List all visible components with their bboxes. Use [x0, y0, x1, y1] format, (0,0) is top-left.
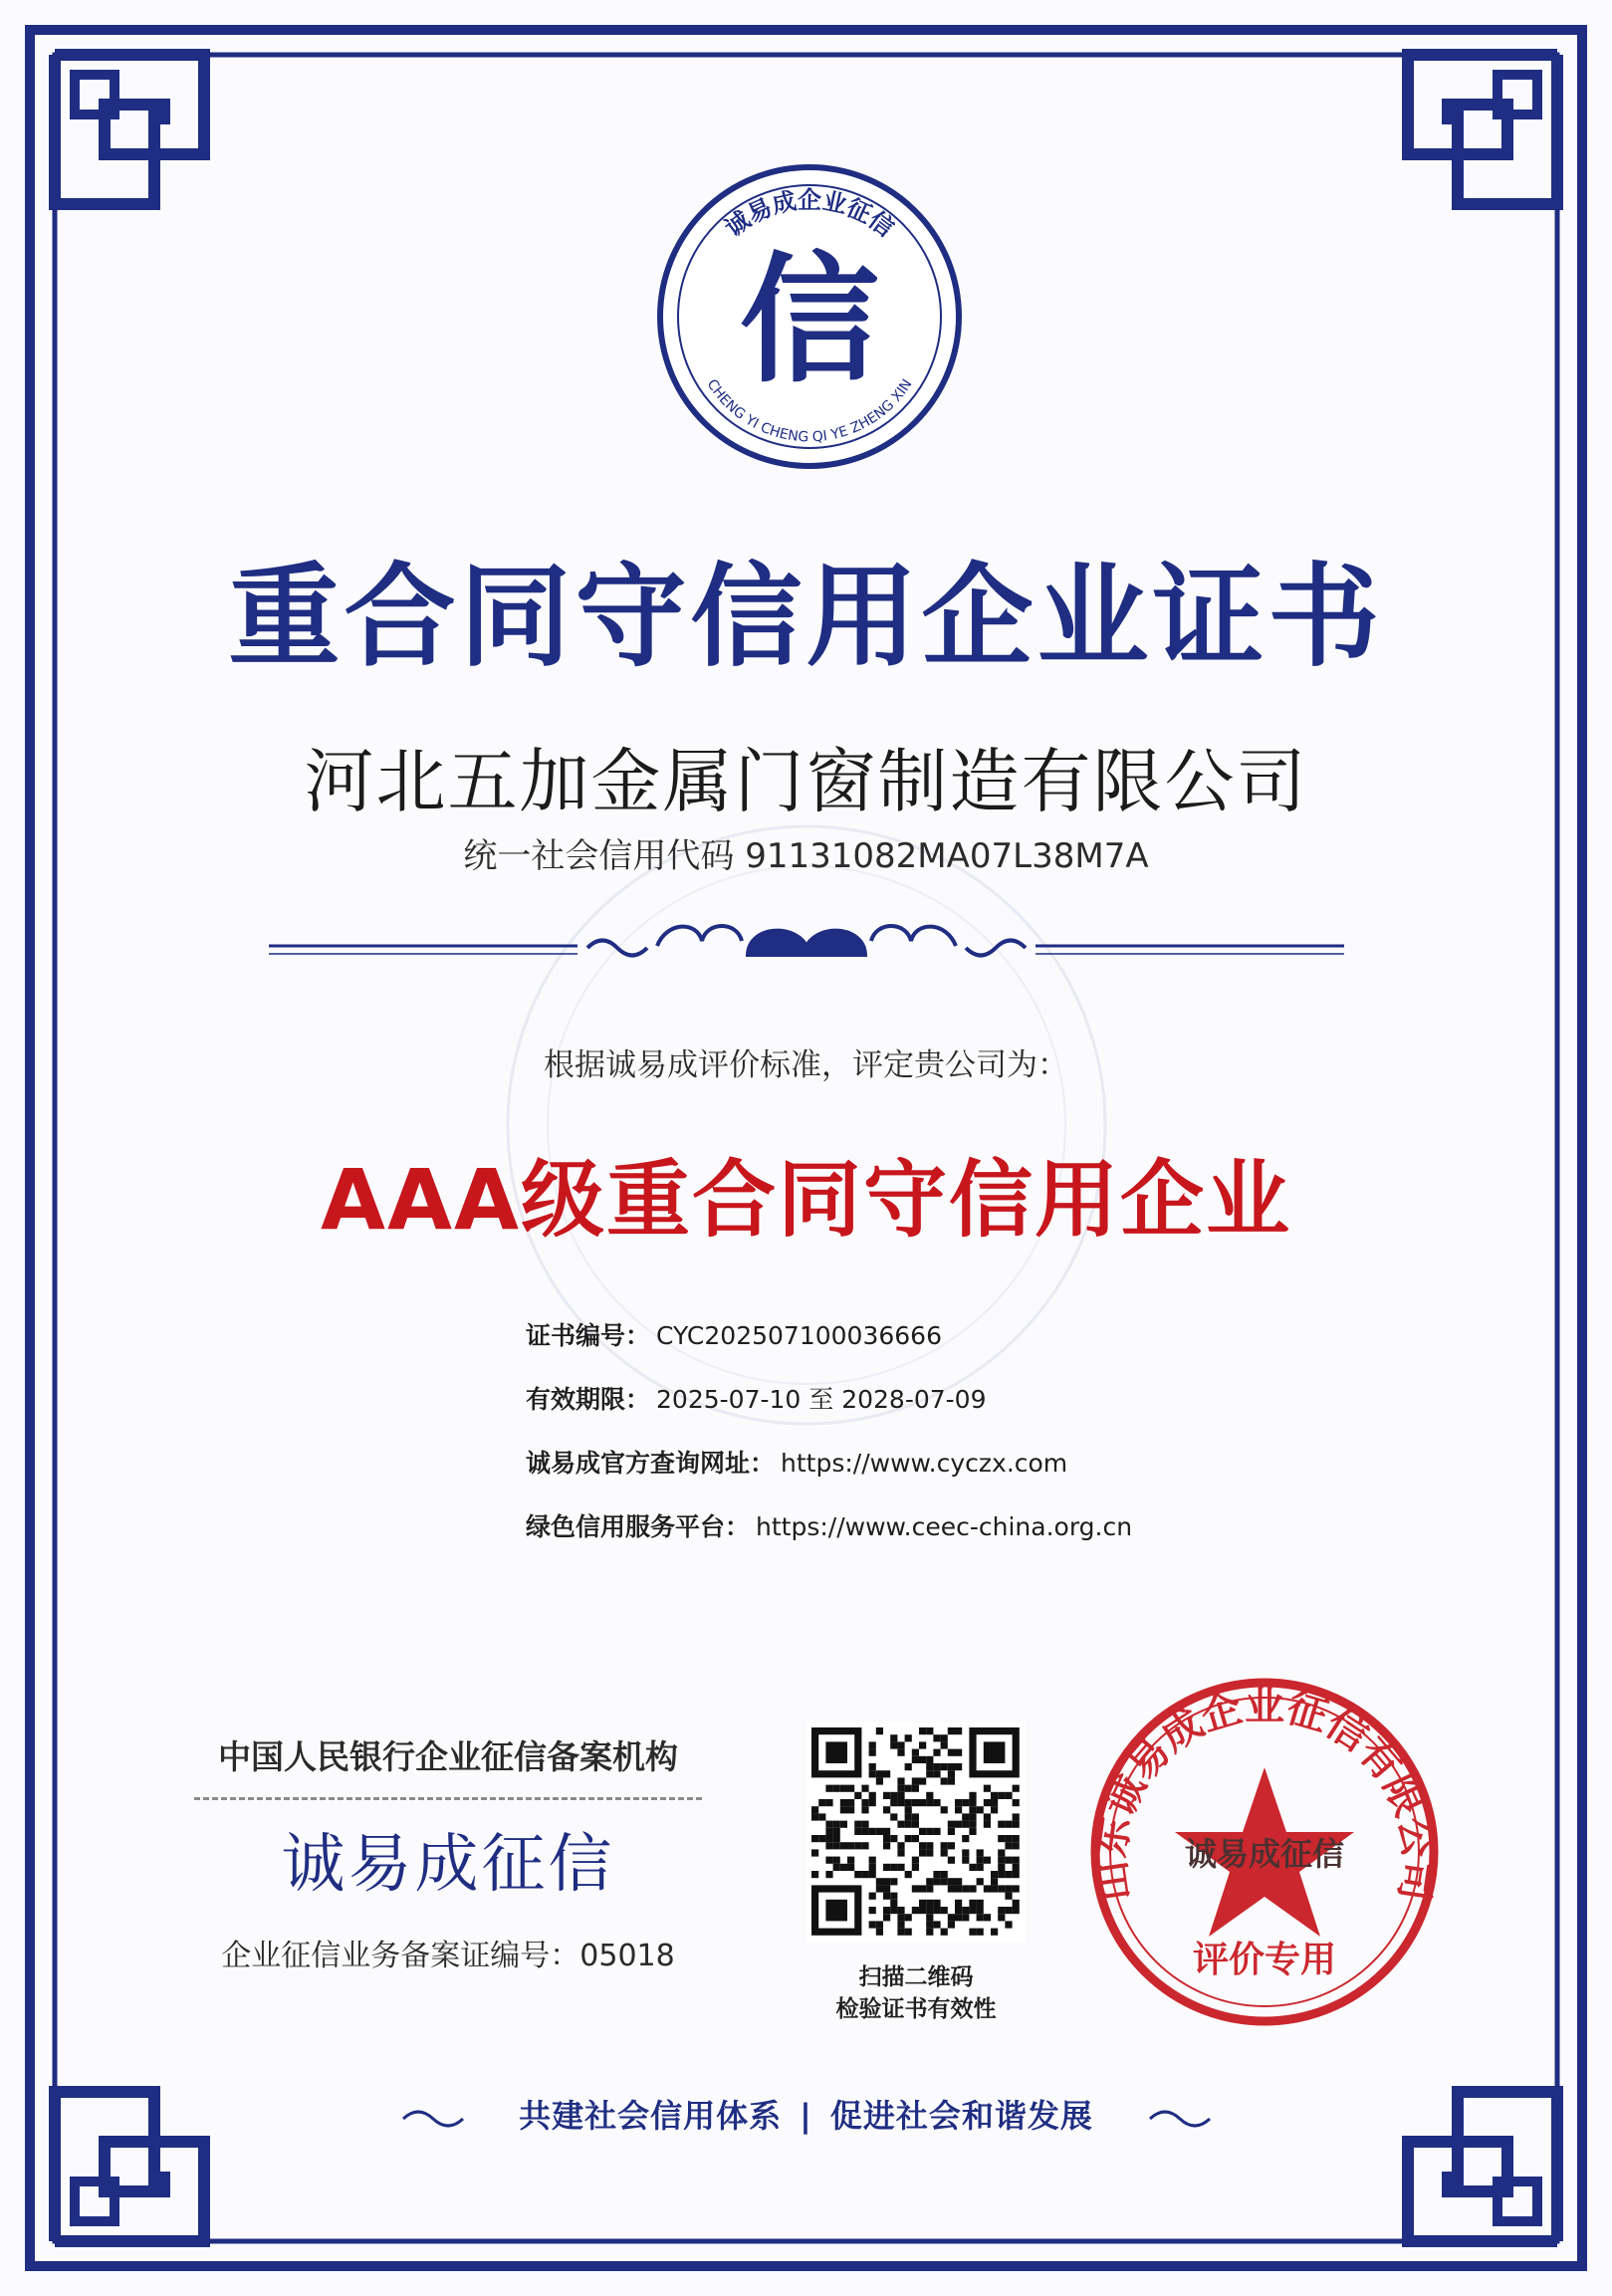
qr-caption-line2: 检验证书有效性 [835, 1996, 997, 2022]
org-name: 诚易成征信 [281, 1828, 615, 1902]
official-query-row [526, 1447, 1067, 1481]
credit-code [0, 834, 1612, 878]
corner-fret-top-left [55, 55, 204, 204]
org-record-label: 企业征信业务备案证编号： [221, 1939, 580, 1973]
certificate-title: 重合同守信用企业证书 [228, 553, 1384, 682]
official-query-link[interactable]: https://www.cyczx.com [781, 1449, 1068, 1478]
emblem-glyph: 信 [739, 240, 880, 402]
credit-emblem [660, 167, 959, 466]
emblem-arc-text: 诚易成企业征信 [719, 186, 900, 243]
org-record-number: 05018 [579, 1939, 675, 1973]
company-seal [1088, 1683, 1441, 2021]
credit-code-value: 91131082MA07L38M7A [745, 836, 1149, 876]
validity-value: 2025-07-10 至 2028-07-09 [656, 1385, 987, 1414]
validity-row [526, 1383, 987, 1417]
slogan-separator: | [800, 2097, 812, 2135]
platform-link[interactable]: https://www.ceec-china.org.cn [756, 1512, 1133, 1541]
cert-number-row [526, 1319, 942, 1353]
org-title: 中国人民银行企业征信备案机构 [218, 1737, 678, 1776]
org-divider [194, 1797, 702, 1800]
qr-caption-line1: 扫描二维码 [858, 1964, 974, 1990]
credit-code-label: 统一社会信用代码 [463, 836, 735, 876]
cert-number-label: 证书编号： [526, 1321, 651, 1350]
credit-grade: AAA级重合同守信用企业 [320, 1151, 1292, 1249]
emblem-bottom-text: CHENG YI CHENG QI YE ZHENG XIN [703, 376, 916, 446]
seal-bottom-text: 评价专用 [1192, 1940, 1337, 1980]
validity-label: 有效期限： [526, 1385, 651, 1414]
seal-center-text: 诚易成征信 [1184, 1835, 1345, 1873]
cloud-ornament-divider [269, 926, 1344, 956]
org-record [169, 1937, 727, 1976]
evaluation-basis-text: 根据诚易成评价标准，评定贵公司为： [544, 1047, 1068, 1083]
slogan-right: 促进社会和谐发展 [829, 2097, 1093, 2135]
qr-caption [797, 1961, 1036, 2025]
seal-company-text: 山东诚易成企业征信有限公司 [1087, 1683, 1442, 1905]
slogan [0, 2094, 1612, 2138]
official-query-label: 诚易成官方查询网址： [526, 1449, 776, 1478]
platform-label: 绿色信用服务平台： [526, 1512, 751, 1541]
qr-code [806, 1722, 1026, 1942]
corner-fret-top-right [1408, 55, 1557, 204]
platform-row [526, 1510, 1132, 1544]
cert-number-value: CYC202507100036666 [656, 1321, 942, 1350]
company-name: 河北五加金属门窗制造有限公司 [304, 741, 1308, 822]
slogan-left: 共建社会信用体系 [519, 2097, 783, 2135]
